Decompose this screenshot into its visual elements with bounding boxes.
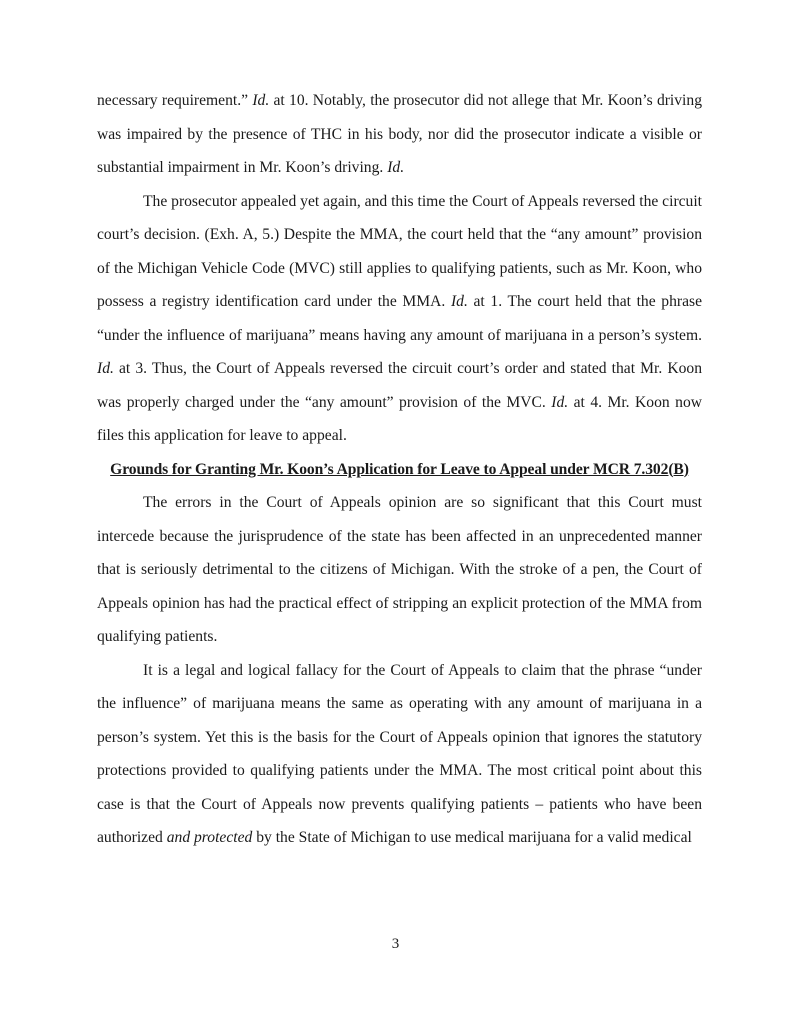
text-run: at 3. Thus, the Court of Appeals reversed the circuit court’s order and stated that Mr. Koon was properly charged under the “any amount” provision of the MVC. <box>97 360 702 411</box>
text-run: It is a legal and logical fallacy for the Court of Appeals to claim that the phrase “under the influence” of marijuana means the same as operating with any amount of marijuana in a person’s system. Yet this is the basis for the Court of Appeals opinion that ignores the statutory protections provided to qualifying patients under the MMA. The most critical point about this case is that the Court of Appeals now prevents qualifying patients – patients who have been authorized <box>97 661 702 846</box>
paragraph <box>97 654 702 855</box>
text-run: The errors in the Court of Appeals opinion are so significant that this Court must intercede because the jurisprudence of the state has been affected in an unprecedented manner that is seriously detrimental to the citizens of Michigan. With the stroke of a pen, the Court of Appeals opinion has had the practical effect of stripping an explicit protection of the MMA from qualifying patients. <box>97 494 702 645</box>
citation-italic: Id. <box>387 159 405 176</box>
text-run: at 4. Mr. Koon now files this application for leave to appeal. <box>97 393 703 444</box>
text-run: by the State of Michigan to use medical marijuana for a valid medical <box>252 829 692 846</box>
text-run: necessary requirement.” <box>97 92 253 109</box>
text-run: at 10. Notably, the prosecutor did not allege that Mr. Koon’s driving was impaired by the presence of THC in his body, nor did the prosecutor indicate a visible or substantial impairment in Mr. Koon’s driving. <box>97 92 702 176</box>
citation-italic: Id. <box>97 360 114 377</box>
paragraph <box>97 486 702 654</box>
citation-italic: Id. <box>450 293 468 310</box>
section-heading: Grounds for Granting Mr. Koon’s Application for Leave to Appeal under MCR 7.302(B) <box>110 460 689 478</box>
page-number: 3 <box>391 936 400 952</box>
text-run: The prosecutor appealed yet again, and this time the Court of Appeals reversed the circuit court’s decision. (Exh. A, 5.) Despite the MMA, the court held that the “any amount” provision of the Michigan Vehicle Code (MVC) still applies to qualifying patients, such as Mr. Koon, who possess a registry identification card under the MMA. <box>97 192 703 310</box>
paragraph <box>97 185 702 453</box>
citation-italic: and protected <box>166 829 253 846</box>
citation-italic: Id. <box>252 92 270 109</box>
document-body <box>97 84 702 855</box>
paragraph <box>97 84 702 185</box>
text-run: at 1. The court held that the phrase “under the influence of marijuana” means having any amount of marijuana in a person’s system. <box>97 293 702 344</box>
citation-italic: Id. <box>551 393 569 411</box>
